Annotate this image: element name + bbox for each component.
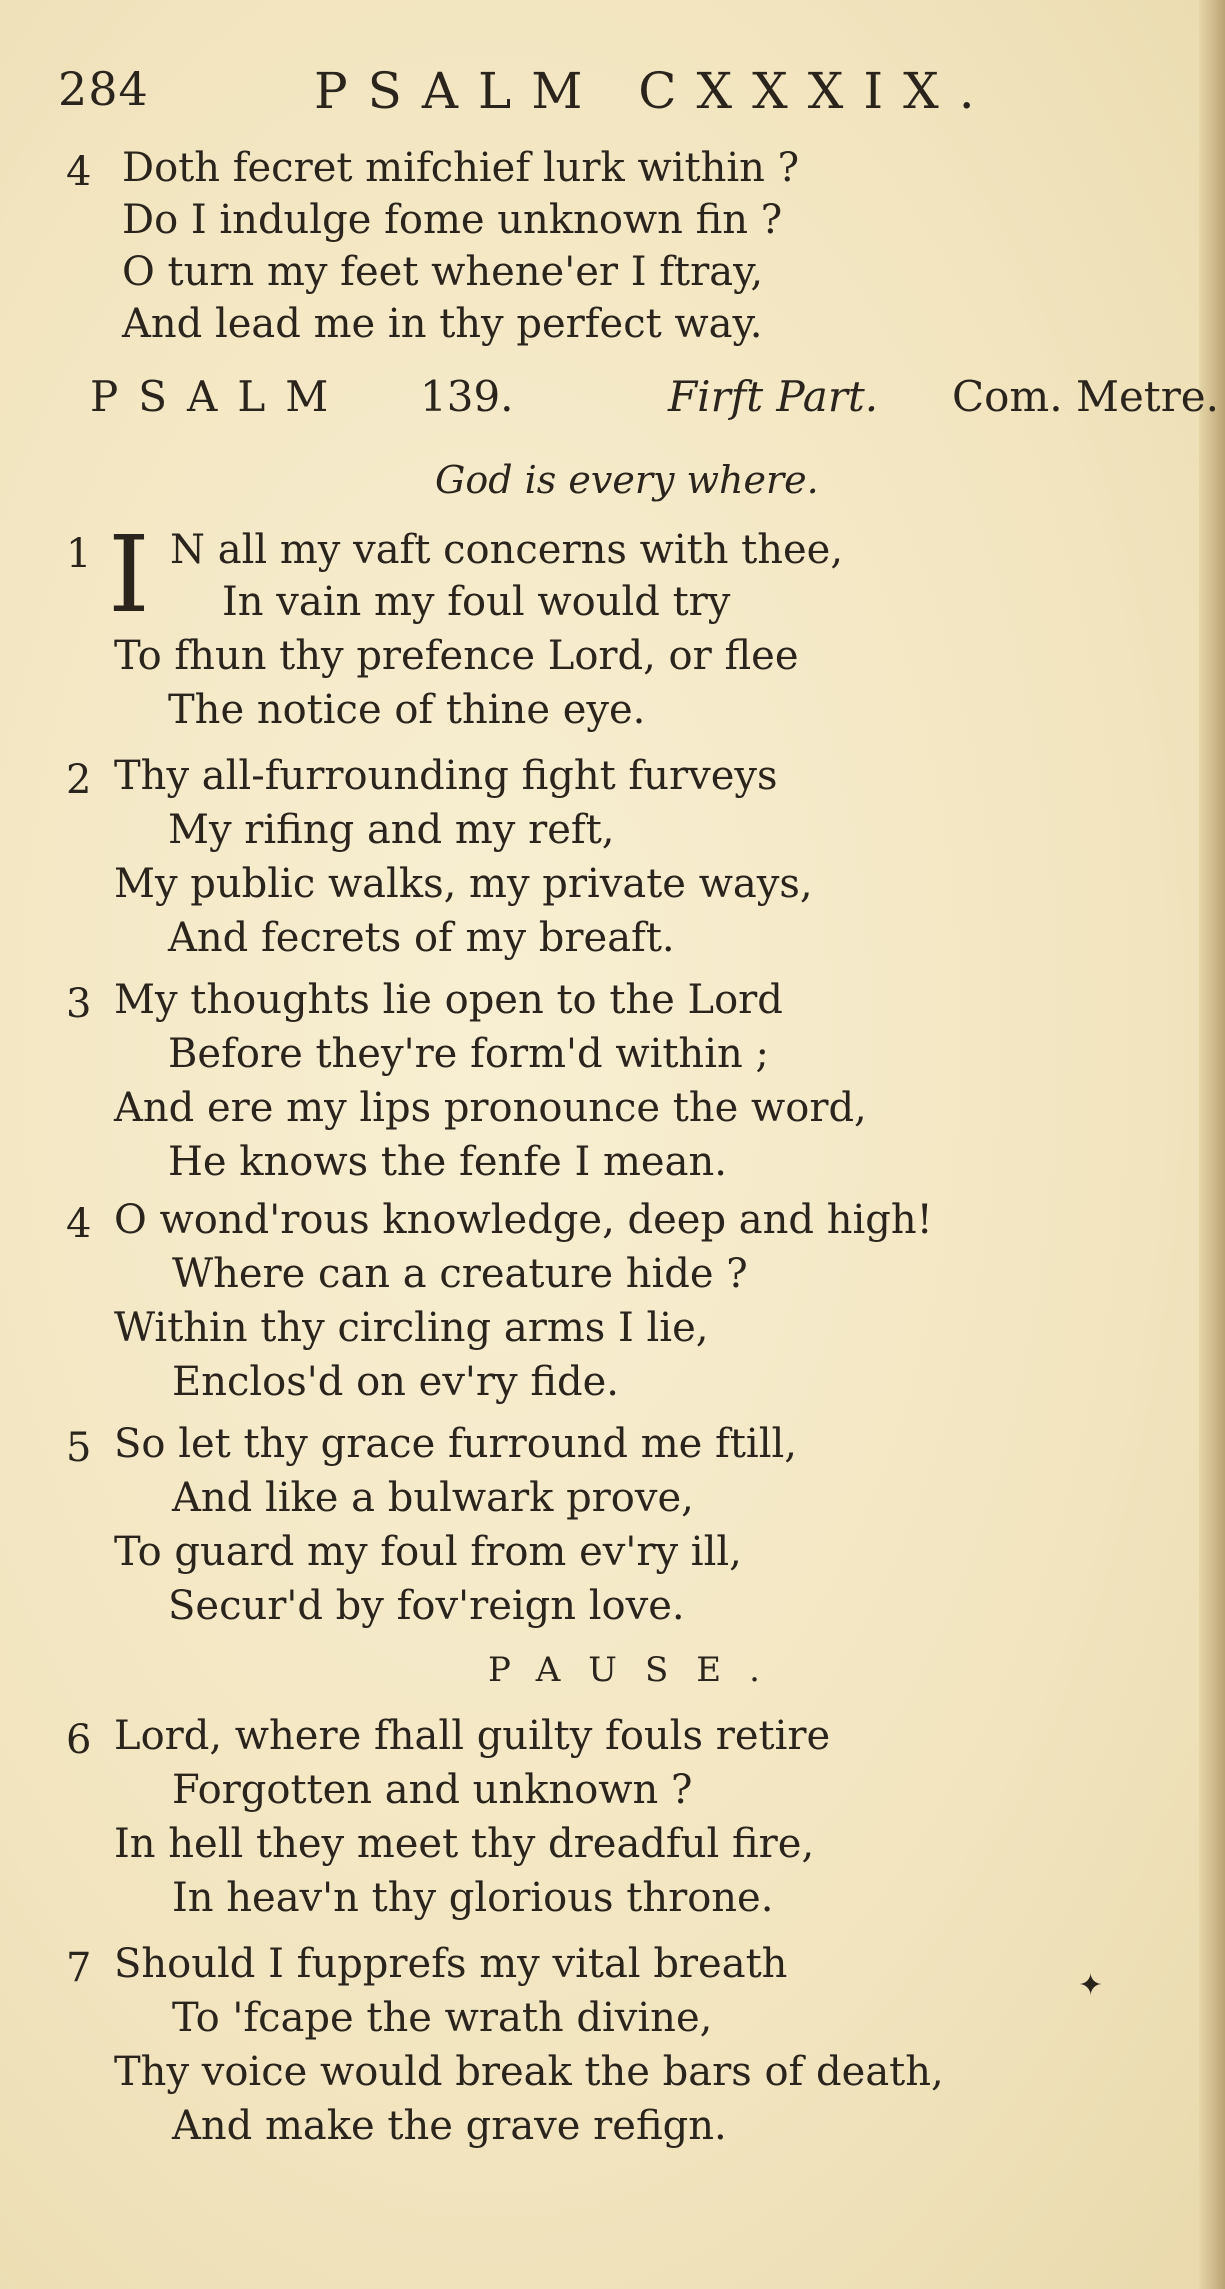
stanza-number: 4 (66, 149, 92, 195)
verse-line: Enclos'd on ev'ry fide. (172, 1359, 620, 1405)
verse-line: Within thy circling arms I lie, (114, 1305, 709, 1351)
psalm-heading (90, 372, 1219, 432)
verse-line: Doth fecret mifchief lurk within ? (122, 145, 800, 191)
verse-line: O wond'rous knowledge, deep and high! (114, 1197, 933, 1243)
verse-line: Secur'd by fov'reign love. (168, 1583, 685, 1629)
stanza-number: 2 (66, 757, 92, 803)
verse-line: He knows the fenfe I mean. (168, 1139, 727, 1185)
verse-line: Thy all-furrounding fight furveys (114, 753, 778, 799)
stanza-number: 4 (66, 1201, 92, 1247)
verse-line: So let thy grace furround me ftill, (114, 1421, 797, 1467)
ink-mark-icon: ✦ (1078, 1968, 1104, 2003)
psalm-number: 139. (420, 372, 514, 421)
drop-cap: I (108, 513, 150, 636)
verse-line: My rifing and my reft, (168, 807, 615, 853)
verse-line: My public walks, my private ways, (114, 861, 813, 907)
pause-heading: PAUSE. (488, 1650, 788, 1690)
psalm-label: PSALM (90, 372, 349, 421)
verse-line: Do I indulge fome unknown fin ? (122, 197, 783, 243)
verse-line: O turn my feet whene'er I ftray, (122, 249, 764, 295)
psalm-part: Firft Part. (668, 372, 879, 421)
verse-line: And lead me in thy perfect way. (122, 301, 763, 347)
verse-line: To guard my foul from ev'ry ill, (114, 1529, 742, 1575)
stanza-number: 7 (66, 1945, 92, 1991)
verse-line: To fhun thy prefence Lord, or flee (114, 633, 799, 679)
verse-line: Lord, where fhall guilty fouls retire (114, 1713, 831, 1759)
verse-line: My thoughts lie open to the Lord (114, 977, 783, 1023)
psalm-subtitle: God is every where. (435, 458, 819, 502)
page-edge (1199, 0, 1225, 2289)
verse-line: And ere my lips pronounce the word, (114, 1085, 867, 1131)
verse-line: The notice of thine eye. (168, 687, 646, 733)
verse-line: Before they're form'd within ; (168, 1031, 769, 1077)
verse-line: To 'fcape the wrath divine, (172, 1995, 713, 2041)
verse-line: In heav'n thy glorious throne. (172, 1875, 774, 1921)
verse-line: And like a bulwark prove, (172, 1475, 694, 1521)
stanza-number: 5 (66, 1425, 92, 1471)
page-number: 284 (58, 62, 149, 116)
stanza-number: 3 (66, 981, 92, 1027)
verse-line: Forgotten and unknown ? (172, 1767, 693, 1813)
verse-line: Thy voice would break the bars of death, (114, 2049, 944, 2095)
verse-line: In vain my foul would try (222, 579, 731, 625)
verse-line: And make the grave refign. (172, 2103, 727, 2149)
verse-line: And fecrets of my breaft. (168, 915, 675, 961)
verse-line: In hell they meet thy dreadful fire, (114, 1821, 815, 1867)
verse-line: Should I fupprefs my vital breath (114, 1941, 788, 1987)
stanza-number: 6 (66, 1717, 92, 1763)
stanza-number: 1 (66, 531, 92, 577)
running-title: PSALM CXXXIX. (314, 62, 995, 120)
psalm-meter: Com. Metre. (952, 372, 1219, 421)
verse-line: N all my vaft concerns with thee, (170, 527, 844, 573)
running-header (58, 62, 1018, 132)
verse-line: Where can a creature hide ? (172, 1251, 748, 1297)
